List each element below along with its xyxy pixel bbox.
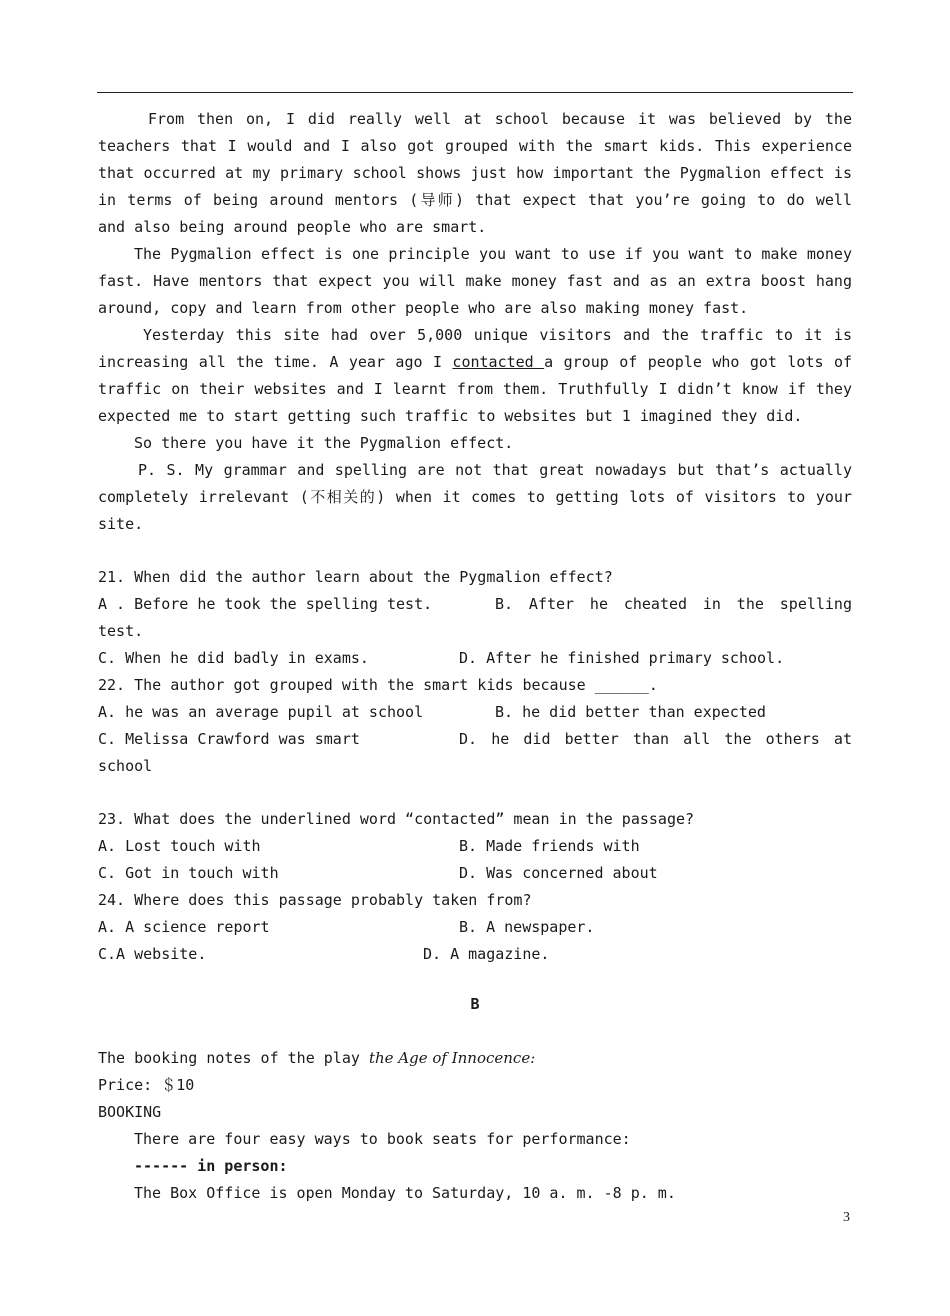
passage-p2-line-3: around, copy and learn from other people who are also making money fast. <box>98 299 749 317</box>
q22-option-c: C. Melissa Crawford was smart <box>98 730 360 748</box>
q22-option-d: D. he did better than all the others at <box>459 730 852 748</box>
passage-p1-line-4: in terms of being around mentors (导师) that expect that you’re going to do well <box>98 191 852 209</box>
q22-option-d-cont: school <box>98 757 153 775</box>
passage-p3-line-3: traffic on their websites and I learnt from them. Truthfully I didn’t know if they <box>98 380 852 398</box>
passage-p1-line-1: From then on, I did really well at school because it was believed by the <box>148 110 852 128</box>
passage-p3-line-1: Yesterday this site had over 5,000 unique visitors and the traffic to it is <box>143 326 852 344</box>
q23-stem: 23. What does the underlined word “contacted” mean in the passage? <box>98 810 695 828</box>
passage-p5-line-1: P. S. My grammar and spelling are not that great nowadays but that’s actually <box>138 461 852 479</box>
passage-p2-line-2: fast. Have mentors that expect you will make money fast and as an extra boost hang <box>98 272 852 290</box>
p3-line-2-before: increasing all the time. A year ago I <box>98 353 453 371</box>
price: Price: ＄10 <box>98 1076 195 1094</box>
booking-ways: There are four easy ways to book seats for performance: <box>134 1130 631 1148</box>
passage-p1-line-3: that occurred at my primary school shows just how important the Pygmalion effect is <box>98 164 852 182</box>
q21-option-d: D. After he finished primary school. <box>459 649 785 667</box>
booking-intro <box>98 1045 852 1072</box>
passage-p3-line-2 <box>98 349 852 376</box>
q21-option-a: A . Before he took the spelling test. <box>98 595 433 613</box>
q21-option-c: C. When he did badly in exams. <box>98 649 369 667</box>
q22-stem: 22. The author got grouped with the smart kids because ______. <box>98 676 658 694</box>
q24-option-b: B. A newspaper. <box>459 918 595 936</box>
passage-p4: So there you have it the Pygmalion effect. <box>134 434 514 452</box>
q23-option-a: A. Lost touch with <box>98 837 261 855</box>
q22-option-a: A. he was an average pupil at school <box>98 703 424 721</box>
q23-option-d: D. Was concerned about <box>459 864 658 882</box>
passage-p1-line-5: and also being around people who are smart. <box>98 218 487 236</box>
passage-p5-line-3: site. <box>98 515 144 533</box>
p3-line-2-after: a group of people who got lots of <box>544 353 852 371</box>
q21-stem: 21. When did the author learn about the Pygmalion effect? <box>98 568 613 586</box>
in-person-heading: ------ in person: <box>134 1157 288 1175</box>
booking-label: BOOKING <box>98 1103 162 1121</box>
q21-option-b: B. After he cheated in the spelling <box>495 595 852 613</box>
q23-option-b: B. Made friends with <box>459 837 640 855</box>
header-rule <box>97 92 853 93</box>
q24-option-c: C.A website. <box>98 945 207 963</box>
passage-p5-line-2: completely irrelevant (不相关的) when it comes to getting lots of visitors to your <box>98 488 852 506</box>
booking-intro-text: The booking notes of the play <box>98 1049 369 1067</box>
box-office-hours: The Box Office is open Monday to Saturday, 10 a. m. -8 p. m. <box>134 1184 676 1202</box>
section-b-heading: B <box>470 995 480 1013</box>
passage-p2-line-1: The Pygmalion effect is one principle you want to use if you want to make money <box>134 245 852 263</box>
passage-p1-line-2: teachers that I would and I also got grouped with the smart kids. This experience <box>98 137 852 155</box>
underlined-word-contacted: contacted <box>452 353 545 371</box>
q23-option-c: C. Got in touch with <box>98 864 279 882</box>
q22-option-b: B. he did better than expected <box>495 703 766 721</box>
play-title: the Age of Innocence: <box>368 1049 536 1067</box>
page-number: 3 <box>843 1210 850 1225</box>
q24-stem: 24. Where does this passage probably taken from? <box>98 891 532 909</box>
q24-option-a: A. A science report <box>98 918 270 936</box>
q24-option-d: D. A magazine. <box>423 945 550 963</box>
q21-option-b-cont: test. <box>98 622 144 640</box>
passage-p3-line-4: expected me to start getting such traffic to websites but 1 imagined they did. <box>98 407 803 425</box>
